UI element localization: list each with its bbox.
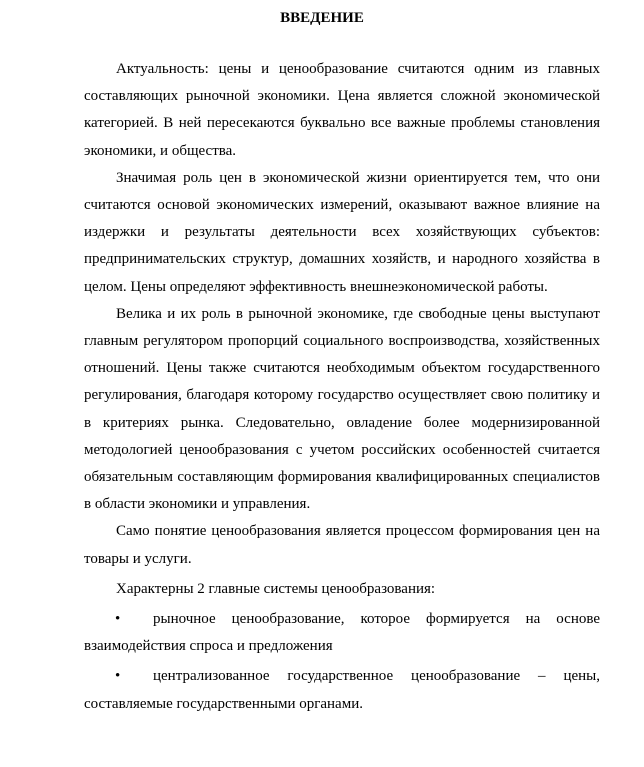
paragraph-pricing-systems-intro: Характерны 2 главные системы ценообразования: — [116, 580, 436, 597]
bullet-text: централизованное государственное ценообразование – цены, составляемые государственными органами. — [84, 668, 600, 712]
bullet-item-centralized-pricing — [84, 663, 600, 717]
paragraph-role-of-prices: Значимая роль цен в экономической жизни ориентируется тем, что они считаются основой экономических измерений, оказывают важное влияние на издержки и результаты деятельности всех хозяйствующих субъектов: предпринимательских структур, домашних хозяйств, и народного хозяйства в целом. Цены определяют эффективность внешнеэкономической работы. — [84, 169, 600, 295]
paragraph-pricing-concept: Само понятие ценообразования является процессом формирования цен на товары и услуги. — [84, 523, 600, 567]
bullet-text: рыночное ценообразование, которое формируется на основе взаимодействия спроса и предложения — [84, 611, 600, 655]
page-title: ВВЕДЕНИЕ — [280, 10, 364, 26]
paragraph-market-economy: Велика и их роль в рыночной экономике, где свободные цены выступают главным регулятором пропорций социального воспроизводства, хозяйственных отношений. Цены также считаются необходимым объектом государственного регулирования, благодаря которому государство осуществляет свою политику и в критериях рынка. Следовательно, овладение более модернизированной методологией ценообразования с учетом российских особенностей считается обязательным составляющим формирования квалифицированных специалистов в области экономики и управления. — [84, 305, 600, 513]
bullet-marker: • — [115, 668, 121, 685]
paragraph-relevance: Актуальность: цены и ценообразование считаются одним из главных составляющих рыночной экономики. Цена является сложной экономической категорией. В ней пересекаются буквально все важные проблемы становления экономики, и общества. — [84, 61, 600, 159]
document-body — [84, 56, 600, 721]
bullet-marker: • — [115, 611, 121, 628]
bullet-item-market-pricing — [84, 606, 600, 660]
